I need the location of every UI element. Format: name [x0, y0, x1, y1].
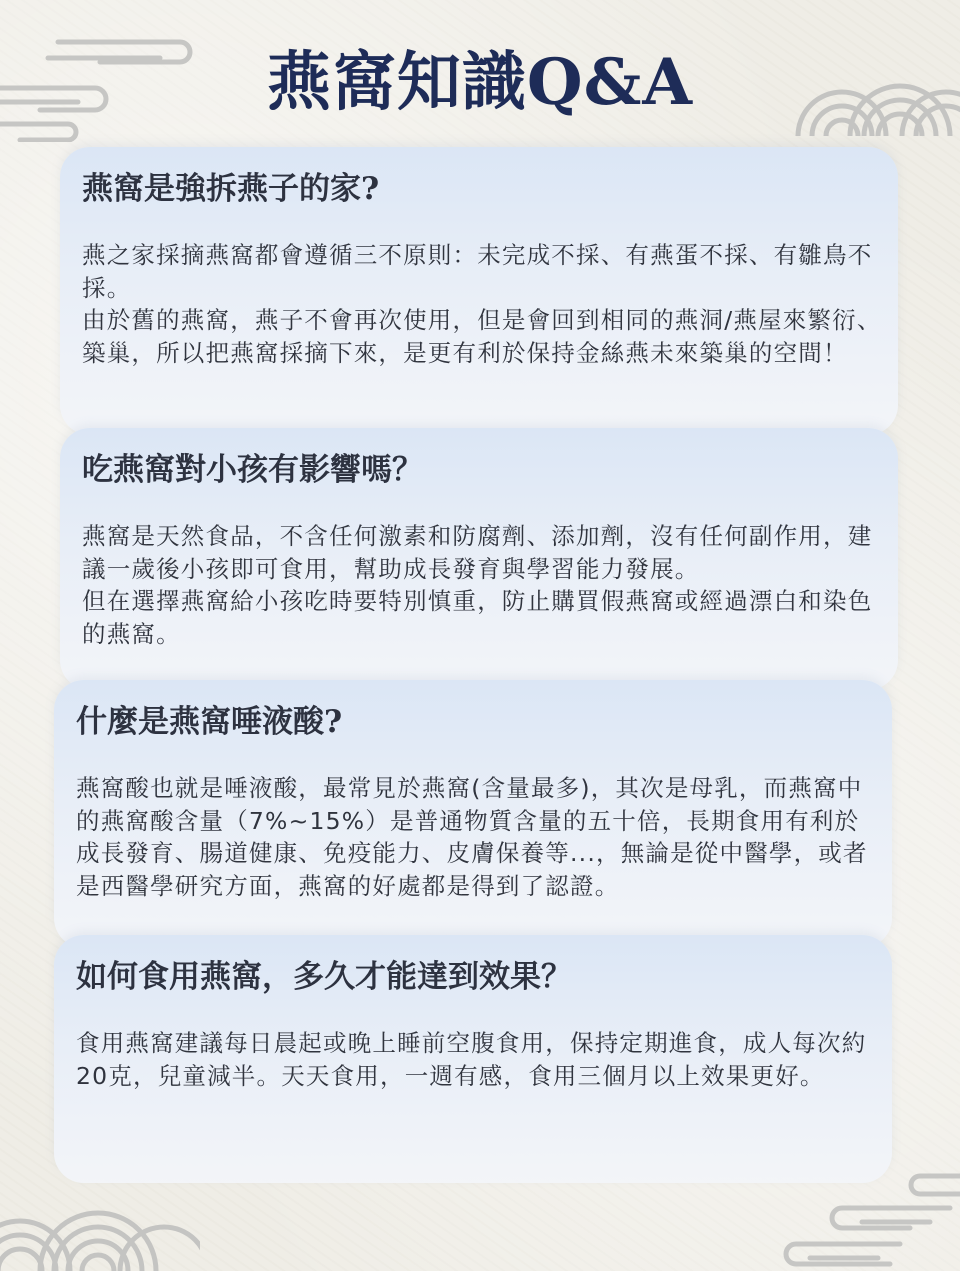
- question-heading: 如何食用燕窩，多久才能達到效果？: [76, 959, 572, 995]
- answer-text: [82, 520, 886, 650]
- answer-text: [82, 239, 886, 369]
- answer-text: [76, 772, 880, 902]
- qa-card-4: [54, 935, 892, 1183]
- wave-pattern-decoration-bottom-left: [0, 1176, 200, 1271]
- answer-paragraph: 食用燕窩建議每日晨起或晚上睡前空腹食用，保持定期進食，成人每次約20克，兒童減半。天天食用，一週有感，食用三個月以上效果更好。: [76, 1029, 867, 1090]
- qa-card-3: [54, 680, 892, 948]
- answer-paragraph: 由於舊的燕窩，燕子不會再次使用，但是會回到相同的燕洞/燕屋來繁衍、築巢，所以把燕窩採摘下來，是更有利於保持金絲燕未來築巢的空間！: [82, 306, 882, 367]
- question-heading: 什麼是燕窩唾液酸?: [76, 704, 343, 740]
- qa-card-2: [60, 428, 898, 690]
- question-heading: 燕窩是強拆燕子的家?: [82, 171, 380, 207]
- answer-paragraph: 燕之家採摘燕窩都會遵循三不原則：未完成不採、有燕蛋不採、有雛鳥不採。: [82, 241, 873, 302]
- qa-card-1: [60, 147, 898, 435]
- answer-paragraph: 但在選擇燕窩給小孩吃時要特別慎重，防止購買假燕窩或經過漂白和染色的燕窩。: [82, 587, 873, 648]
- answer-paragraph: 燕窩酸也就是唾液酸，最常見於燕窩(含量最多)，其次是母乳，而燕窩中的燕窩酸含量（7%~15%）是普通物質含量的五十倍，長期食用有利於成長發育、腸道健康、免疫能力、皮膚保養等...，無論是從中醫學，或者是西醫學研究方面，燕窩的好處都是得到了認證。: [76, 774, 868, 900]
- answer-text: [76, 1027, 880, 1092]
- page-title: 燕窩知識Q&A: [266, 45, 694, 120]
- question-heading: 吃燕窩對小孩有影響嗎？: [82, 452, 423, 488]
- answer-paragraph: 燕窩是天然食品，不含任何激素和防腐劑、添加劑，沒有任何副作用，建議一歲後小孩即可食用，幫助成長發育與學習能力發展。: [82, 522, 873, 583]
